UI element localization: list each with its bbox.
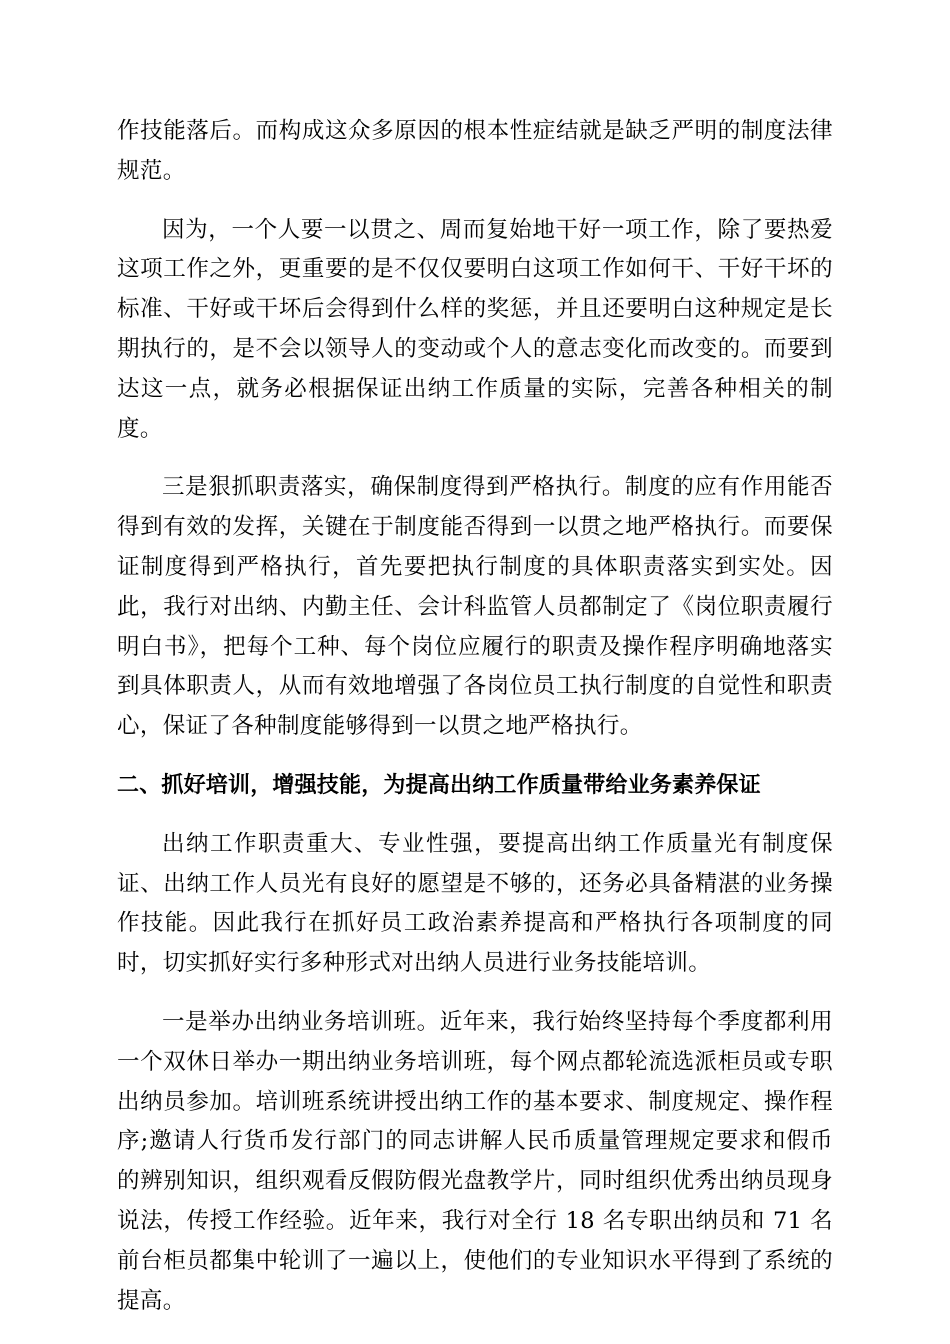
paragraph-training-classes: 一是举办出纳业务培训班。近年来，我行始终坚持每个季度都利用一个双休日举办一期出纳业务培训班，每个网点都轮流选派柜员或专职出纳员参加。培训班系统讲授出纳工作的基本要求、制度规定、操作程序;邀请人行货币发行部门的同志讲解人民币质量管理规定要求和假币的辨别知识，组织观看反假防假光盘教学片，同时组织优秀出纳员现身说法，传授工作经验。近年来，我行对全行 18 名专职出纳员和 71 名前台柜员都集中轮训了一遍以上，使他们的专业知识水平得到了系统的提高。 [117, 1008, 833, 1314]
paragraph-responsibility-implementation: 三是狠抓职责落实，确保制度得到严格执行。制度的应有作用能否得到有效的发挥，关键在于制度能否得到一以贯之地严格执行。而要保证制度得到严格执行，首先要把执行制度的具体职责落实到实处。因此，我行对出纳、内勤主任、会计科监管人员都制定了《岗位职责履行明白书》，把每个工种、每个岗位应履行的职责及操作程序明确地落实到具体职责人，从而有效地增强了各岗位员工执行制度的自觉性和职责心，保证了各种制度能够得到一以贯之地严格执行。 [117, 474, 833, 740]
paragraph-rules-importance: 因为，一个人要一以贯之、周而复始地干好一项工作，除了要热爱这项工作之外，更重要的是不仅仅要明白这项工作如何干、干好干坏的标准、干好或干坏后会得到什么样的奖惩，并且还要明白这种规定是长期执行的，是不会以领导人的变动或个人的意志变化而改变的。而要到达这一点，就务必根据保证出纳工作质量的实际，完善各种相关的制度。 [117, 216, 833, 442]
paragraph-training-intro: 出纳工作职责重大、专业性强，要提高出纳工作质量光有制度保证、出纳工作人员光有良好的愿望是不够的，还务必具备精湛的业务操作技能。因此我行在抓好员工政治素养提高和严格执行各项制度的同时，切实抓好实行多种形式对出纳人员进行业务技能培训。 [117, 830, 833, 977]
document-page [117, 112, 833, 1340]
paragraph-continuation: 作技能落后。而构成这众多原因的根本性症结就是缺乏严明的制度法律规范。 [117, 118, 833, 184]
section-heading-training: 二、抓好培训，增强技能，为提高出纳工作质量带给业务素养保证 [117, 772, 761, 798]
